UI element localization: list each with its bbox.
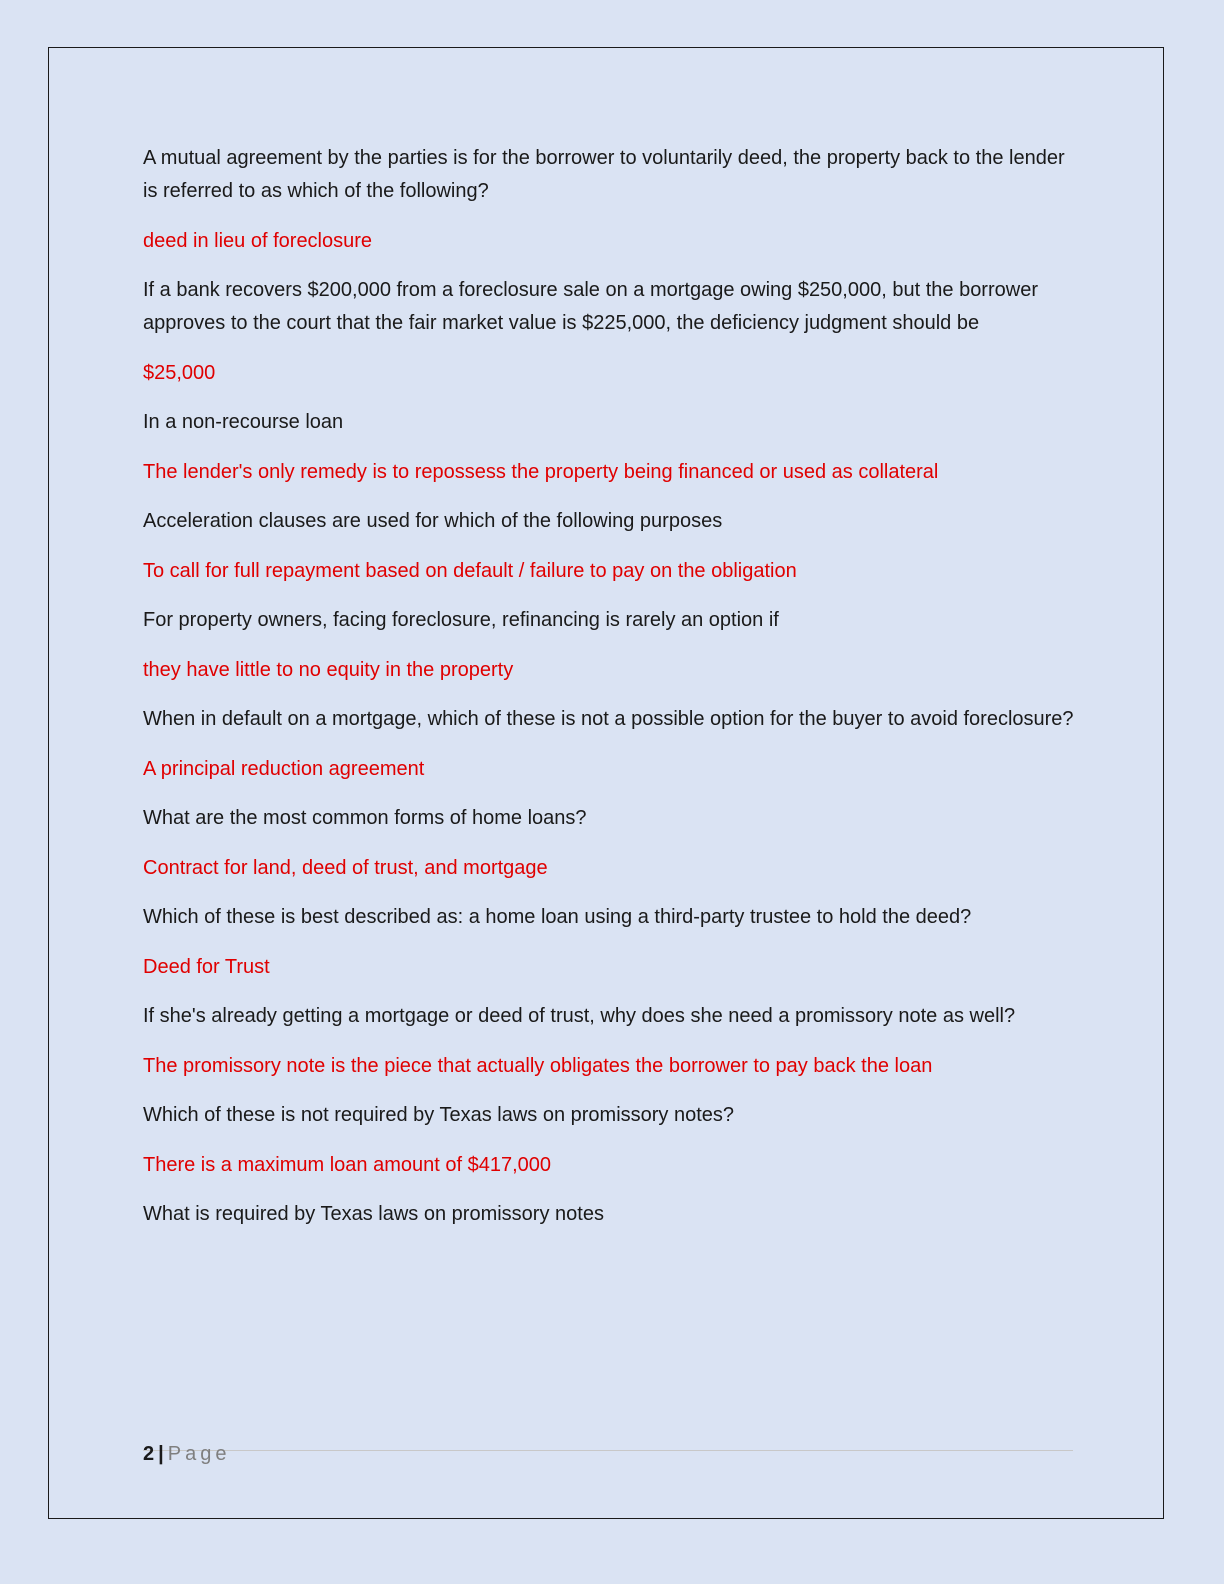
question-1: A mutual agreement by the parties is for the borrower to voluntarily deed, the property back to the lender is referred to as which of the following? — [143, 147, 1065, 202]
question-6: When in default on a mortgage, which of these is not a possible option for the buyer to avoid foreclosure? — [143, 708, 1074, 730]
question-10: Which of these is not required by Texas laws on promissory notes? — [143, 1104, 735, 1126]
answer-3: The lender's only remedy is to repossess the property being financed or used as collateral — [143, 460, 939, 483]
question-8: Which of these is best described as: a home loan using a third-party trustee to hold the deed? — [143, 906, 972, 928]
answer-8: Deed for Trust — [143, 955, 270, 978]
answer-5: they have little to no equity in the property — [143, 658, 514, 681]
footer-divider — [143, 1450, 1073, 1451]
answer-9: The promissory note is the piece that actually obligates the borrower to pay back the loan — [143, 1054, 933, 1077]
page-label: Page — [167, 1443, 231, 1465]
answer-1: deed in lieu of foreclosure — [143, 229, 373, 252]
answer-7: Contract for land, deed of trust, and mortgage — [143, 856, 548, 879]
question-3: In a non-recourse loan — [143, 411, 344, 433]
question-11: What is required by Texas laws on promissory notes — [143, 1203, 604, 1225]
question-5: For property owners, facing foreclosure, refinancing is rarely an option if — [143, 609, 779, 631]
answer-10: There is a maximum loan amount of $417,000 — [143, 1153, 551, 1176]
answer-6: A principal reduction agreement — [143, 757, 425, 780]
page-footer — [143, 1439, 230, 1469]
page-number: 2 — [143, 1443, 155, 1465]
question-9: If she's already getting a mortgage or deed of trust, why does she need a promissory note as well? — [143, 1005, 1016, 1027]
answer-4: To call for full repayment based on default / failure to pay on the obligation — [143, 559, 797, 582]
answer-2: $25,000 — [143, 361, 216, 384]
document-body — [143, 142, 1078, 1248]
question-2: If a bank recovers $200,000 from a foreclosure sale on a mortgage owing $250,000, but the borrower approves to the court that the fair market value is $225,000, the deficiency judgment should be — [143, 279, 1038, 334]
question-4: Acceleration clauses are used for which of the following purposes — [143, 510, 723, 532]
footer-separator: | — [158, 1443, 164, 1465]
question-7: What are the most common forms of home loans? — [143, 807, 587, 829]
